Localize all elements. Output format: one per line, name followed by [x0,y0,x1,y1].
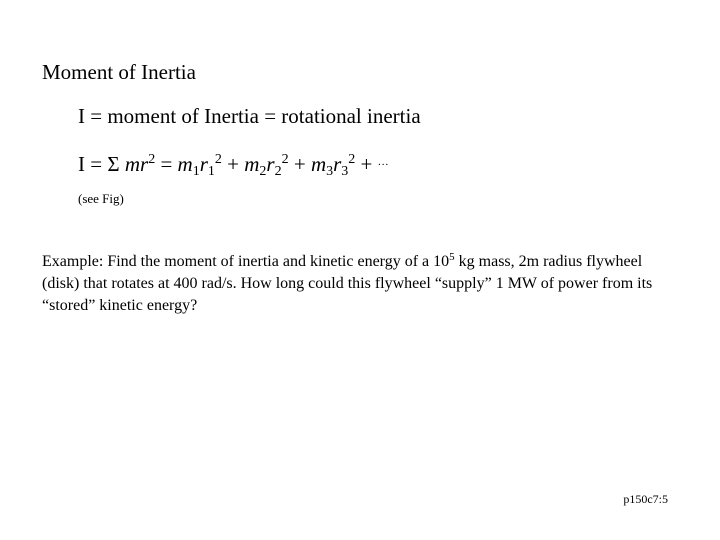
slide-id: p150c7:5 [623,492,668,506]
radius-term: r [140,152,149,176]
mass-term: m [244,152,260,176]
sigma-symbol: Σ [107,152,120,176]
example-problem [42,251,682,317]
mass-term: m [310,152,327,176]
mass-term: m [177,152,193,176]
slide-title: Moment of Inertia [42,60,196,84]
plus-sign: + [288,152,311,176]
see-fig-note: (see Fig) [78,191,124,206]
subscript: 1 [207,164,215,179]
radius-term: r [199,152,208,176]
exponent: 2 [214,152,222,167]
radius-term: r [333,152,342,176]
definition-line: I = moment of Inertia = rotational inertia [78,104,421,128]
exponent: 2 [148,152,156,167]
moment-of-inertia-equation [78,152,389,180]
example-text-end: kg mass, 2m radius flywheel (disk) that rotates at 400 rad/s. How long could this flywheel “supply” 1 MW of power from its “stored” kinetic energy? [42,253,653,314]
subscript: 2 [259,164,267,179]
exponent: 2 [281,152,289,167]
mass-term: m [124,152,140,176]
example-text-start: Example: Find the moment of inertia and kinetic energy of a 10 [42,253,450,270]
exponent: 2 [348,152,356,167]
plus-sign: + [221,152,245,176]
subscript: 1 [192,164,200,179]
subscript: 2 [274,164,282,179]
equals-sign: = [155,152,178,176]
subscript: 3 [326,164,334,179]
radius-term: r [266,152,275,176]
ellipsis: … [377,156,389,168]
example-exponent: 5 [449,251,455,263]
subscript: 3 [341,164,349,179]
plus-sign: + [355,152,378,176]
equation-lhs: I = [78,152,108,176]
